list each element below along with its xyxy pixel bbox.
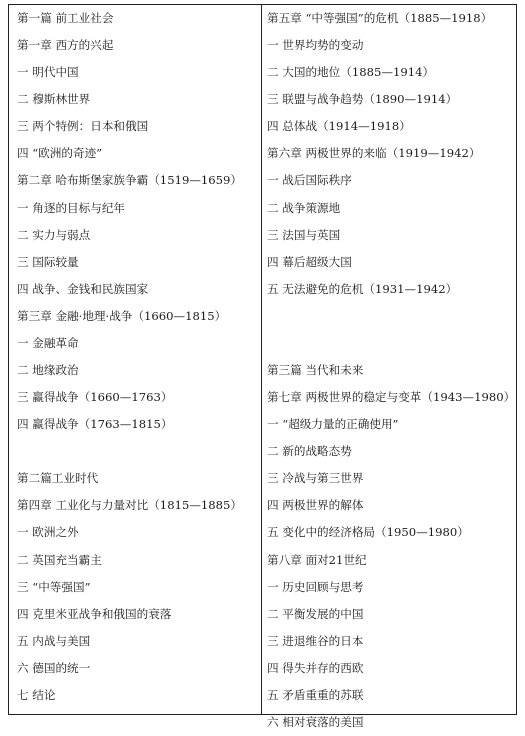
toc-entry: 三 赢得战争（1660—1763） [17, 390, 173, 405]
toc-entry: 五 内战与美国 [17, 633, 91, 648]
toc-entry: 一 世界均势的变动 [267, 38, 364, 53]
toc-entry: 三 进退维谷的日本 [267, 633, 364, 648]
toc-entry: 三 国际较量 [17, 254, 79, 269]
toc-entry: 四 幕后超级大国 [267, 254, 352, 269]
toc-entry: 三 两个特例：日本和俄国 [17, 119, 149, 134]
toc-entry: 二 英国充当霸主 [17, 552, 102, 567]
toc-entry: 二 战争策源地 [267, 200, 341, 215]
toc-entry: 第三篇 当代和未来 [267, 363, 364, 378]
toc-entry: 四 得失并存的西欧 [267, 660, 364, 675]
toc-entry: 四 “欧洲的奇迹” [17, 146, 103, 161]
toc-entry: 一 历史回顾与思考 [267, 579, 364, 594]
toc-entry: 二 平衡发展的中国 [267, 606, 364, 621]
toc-left-column [17, 5, 257, 709]
toc-entry: 四 两极世界的解体 [267, 498, 364, 513]
toc-entry: 六 相对衰落的美国 [267, 715, 364, 730]
toc-entry: 七 结论 [17, 687, 56, 702]
toc-entry: 一 明代中国 [17, 65, 79, 80]
toc-entry: 一 “超级力量的正确使用” [267, 417, 399, 432]
toc-entry: 五 无法避免的危机（1931—1942） [267, 281, 458, 296]
toc-entry: 三 “中等强国” [17, 579, 91, 594]
toc-entry: 第一章 西方的兴起 [17, 38, 114, 53]
toc-entry: 四 克里米亚战争和俄国的衰落 [17, 606, 172, 621]
toc-entry: 第三章 金融·地理·战争（1660—1815） [17, 308, 227, 323]
toc-entry: 第二篇工业时代 [17, 471, 99, 486]
toc-entry: 六 德国的统一 [17, 660, 91, 675]
toc-entry: 第四章 工业化与力量对比（1815—1885） [17, 498, 243, 513]
toc-entry: 第七章 两极世界的稳定与变革（1943—1980） [267, 390, 515, 405]
toc-entry: 四 战争、金钱和民族国家 [17, 281, 149, 296]
toc-entry: 第八章 面对21世纪 [267, 552, 367, 567]
toc-entry: 二 新的战略态势 [267, 444, 352, 459]
toc-right-column [267, 5, 515, 736]
toc-entry: 第六章 两极世界的来临（1919—1942） [267, 146, 481, 161]
toc-entry: 二 大国的地位（1885—1914） [267, 65, 435, 80]
toc-entry: 一 欧洲之外 [17, 525, 79, 540]
toc-entry: 第一篇 前工业社会 [17, 11, 114, 25]
toc-entry: 一 金融革命 [17, 335, 79, 350]
toc-table [8, 4, 517, 730]
column-divider [261, 5, 262, 714]
toc-entry: 第二章 哈布斯堡家族争霸（1519—1659） [17, 173, 243, 188]
toc-entry: 一 角逐的目标与纪年 [17, 200, 126, 215]
toc-entry: 五 变化中的经济格局（1950—1980） [267, 525, 469, 540]
toc-entry: 三 冷战与第三世界 [267, 471, 364, 486]
toc-entry: 三 联盟与战争趋势（1890—1914） [267, 92, 458, 107]
toc-entry: 四 总体战（1914—1918） [267, 119, 411, 134]
toc-entry [17, 438, 257, 465]
toc-entry [267, 330, 515, 357]
toc-entry: 第五章 “中等强国”的危机（1885—1918） [267, 11, 493, 25]
toc-entry: 二 实力与弱点 [17, 227, 91, 242]
toc-entry: 一 战后国际秩序 [267, 173, 352, 188]
toc-entry [267, 303, 515, 330]
toc-entry: 三 法国与英国 [267, 227, 341, 242]
toc-entry: 五 矛盾重重的苏联 [267, 687, 364, 702]
toc-entry: 二 穆斯林世界 [17, 92, 91, 107]
toc-entry: 二 地缘政治 [17, 363, 79, 378]
toc-entry: 四 赢得战争（1763—1815） [17, 417, 173, 432]
